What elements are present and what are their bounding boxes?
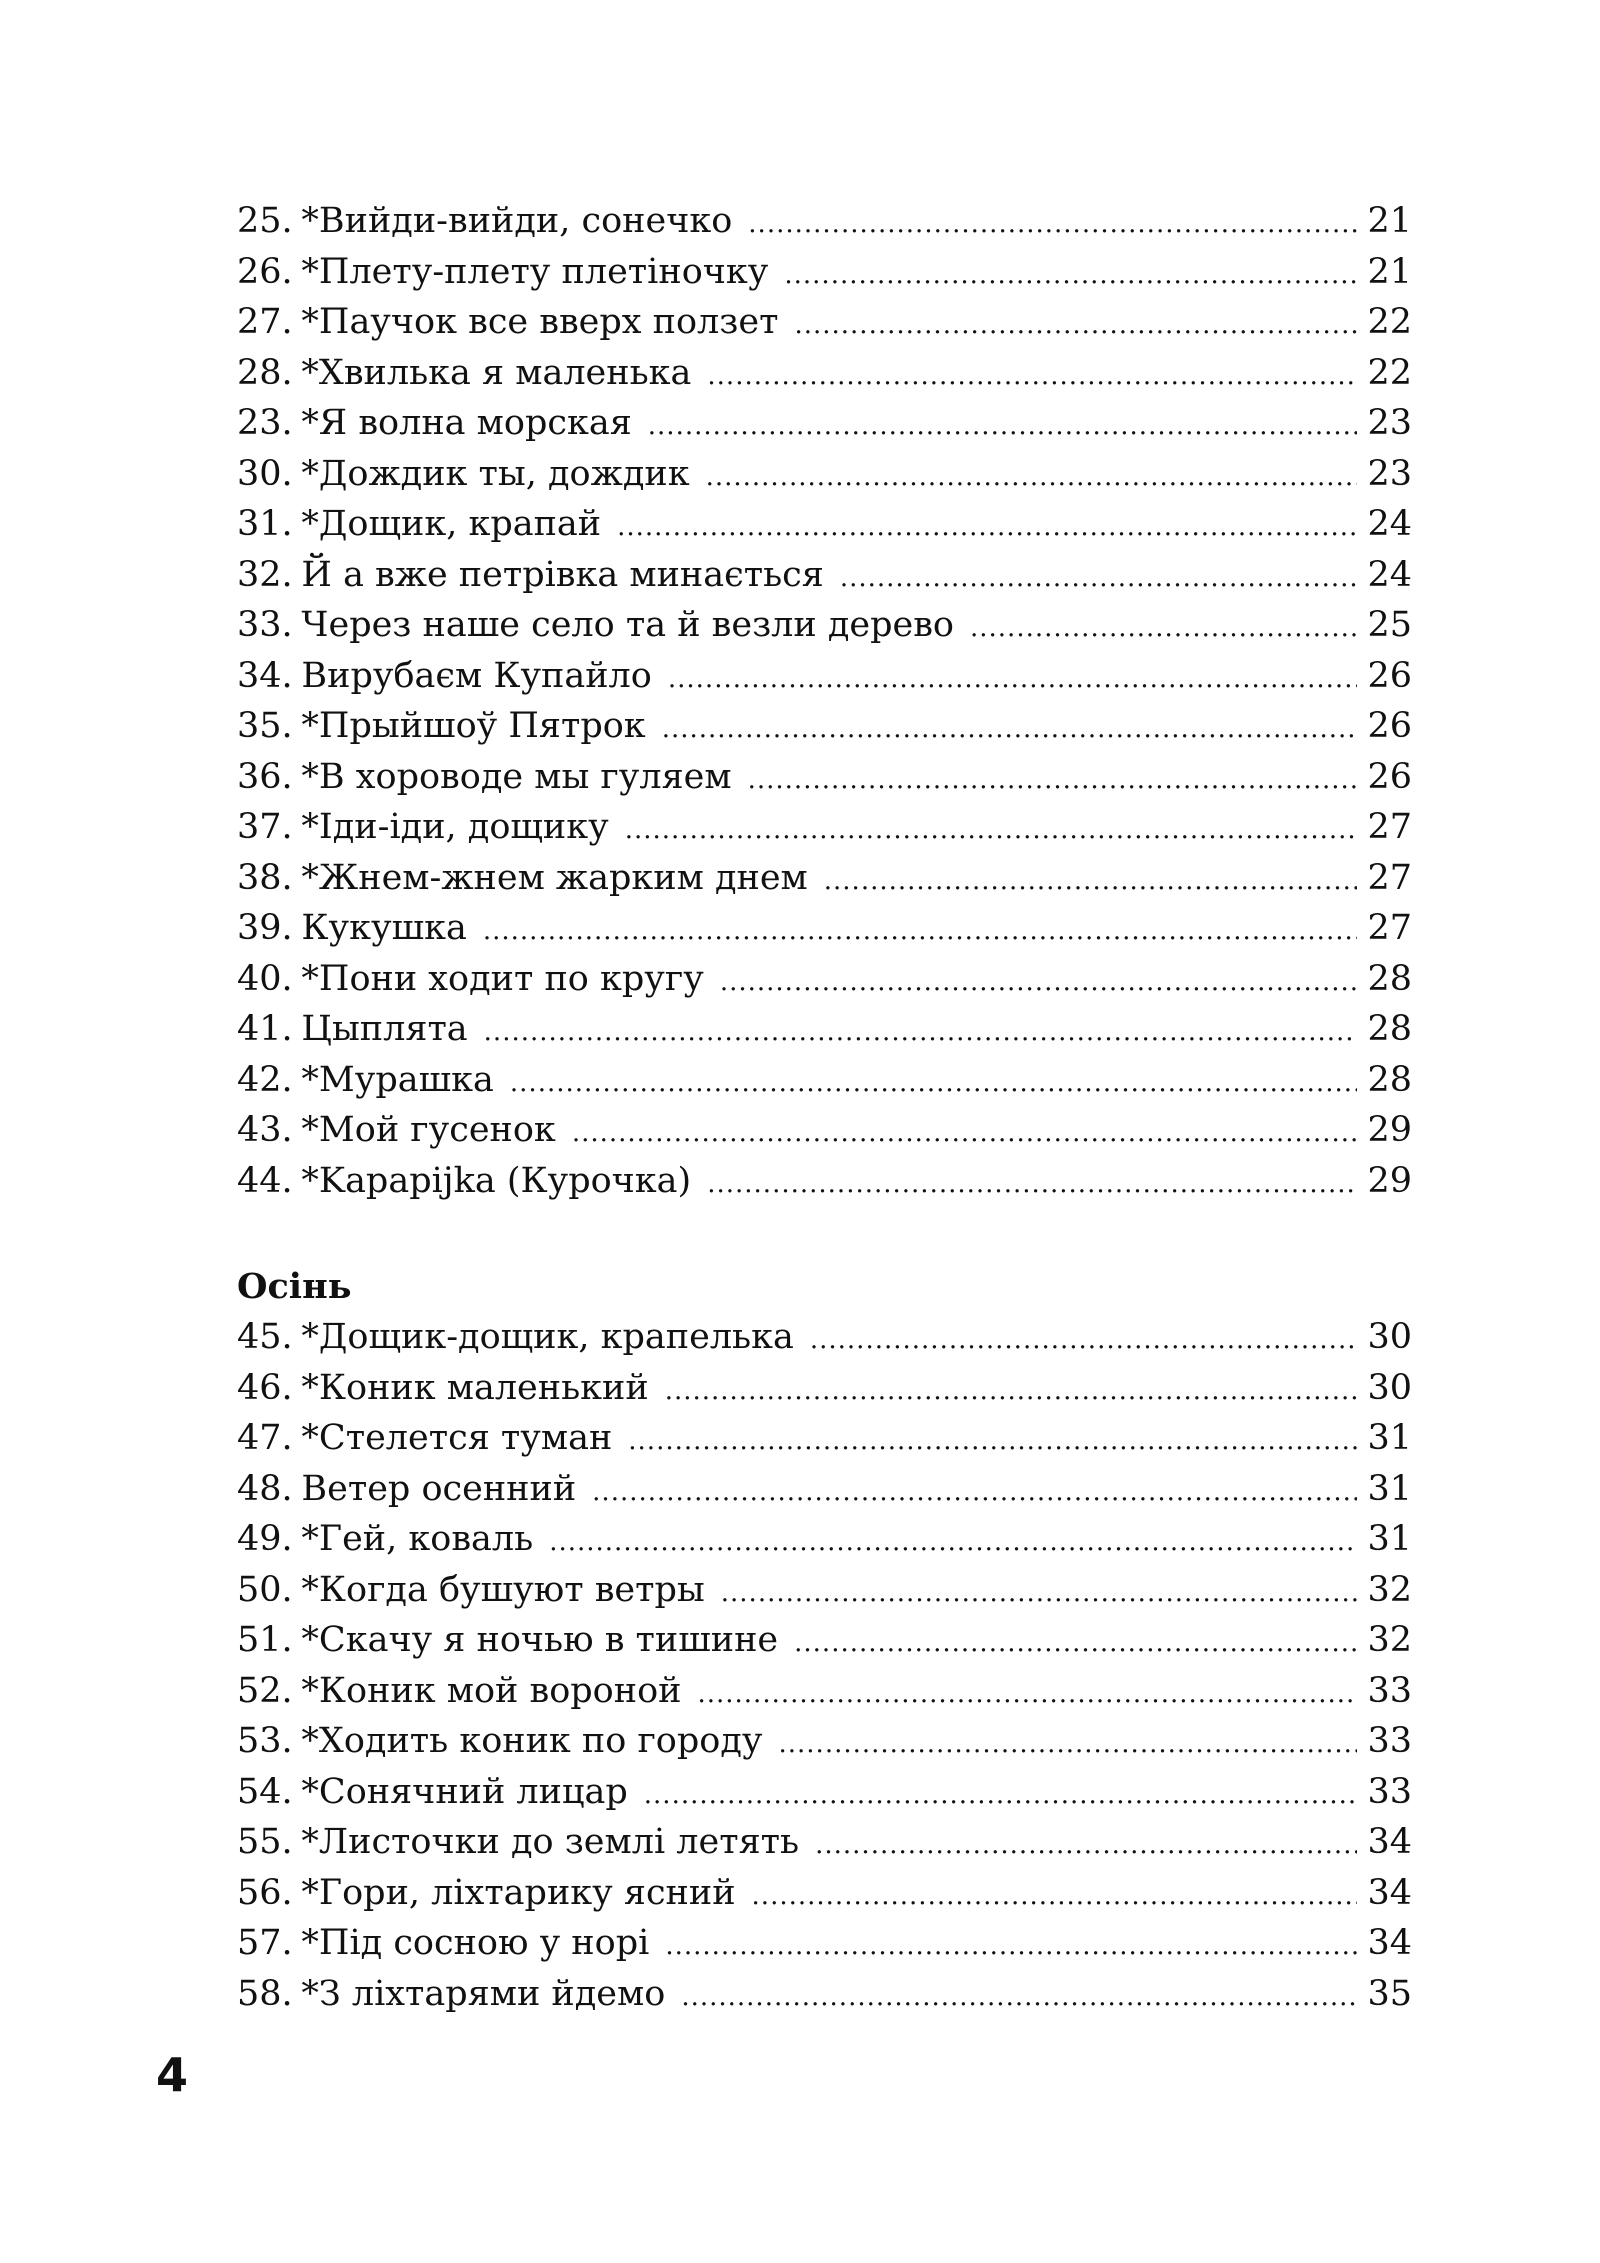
toc-entry-number: 36. xyxy=(237,756,293,797)
toc-entry xyxy=(237,196,1412,247)
toc-entry-number: 25. xyxy=(237,201,293,241)
toc-entry-title: *Пони ходит по кругу xyxy=(301,958,704,999)
toc-entry-page: 35 xyxy=(1367,1973,1412,2014)
toc-entry-title: *Плету-плету плетіночку xyxy=(301,251,769,292)
toc-entry-title: *Ходить коник по городу xyxy=(301,1721,763,1761)
toc-entry-page: 26 xyxy=(1367,756,1412,797)
toc-entry-title: *Дощик-дощик, крапелька xyxy=(301,1317,794,1357)
toc-entry xyxy=(237,1363,1412,1414)
toc-dot-leader xyxy=(784,250,1357,301)
toc-entry-page: 31 xyxy=(1367,1519,1412,1559)
toc-entry xyxy=(237,297,1412,348)
toc-entry xyxy=(237,600,1412,651)
toc-dot-leader xyxy=(662,704,1358,755)
toc-entry-number: 31. xyxy=(237,504,293,544)
toc-entry xyxy=(237,651,1412,702)
page-number: 4 xyxy=(156,2048,189,2102)
toc-list-autumn xyxy=(237,1312,1412,2019)
toc-dot-leader xyxy=(748,199,1357,250)
toc-dot-leader xyxy=(484,1007,1358,1058)
toc-dot-leader xyxy=(697,1669,1357,1720)
toc-entry-title: Вирубаєм Купайло xyxy=(301,655,652,696)
toc-entry xyxy=(237,1464,1412,1515)
toc-entry-number: 44. xyxy=(237,1160,293,1201)
toc-dot-leader xyxy=(628,1416,1357,1467)
toc-dot-leader xyxy=(748,755,1358,806)
toc-entry-page: 27 xyxy=(1367,908,1412,948)
toc-entry-title: Кукушка xyxy=(301,908,467,948)
toc-entry-title: *Дощик, крапай xyxy=(301,504,602,544)
toc-entry xyxy=(237,802,1412,853)
toc-entry-number: 45. xyxy=(237,1317,293,1357)
toc-entry-page: 34 xyxy=(1367,1822,1412,1862)
toc-entry-number: 47. xyxy=(237,1418,293,1458)
toc-entry-page: 22 xyxy=(1367,302,1412,342)
toc-entry-title: *Сонячний лицар xyxy=(301,1771,628,1812)
toc-entry-title: *Вийди-вийди, сонечко xyxy=(301,201,733,241)
toc-dot-leader xyxy=(592,1467,1357,1518)
toc-dot-leader xyxy=(794,300,1357,351)
toc-entry xyxy=(237,499,1412,550)
toc-entry-title: Через наше село та й везли дерево xyxy=(301,605,954,645)
toc-dot-leader xyxy=(681,1972,1357,2023)
toc-section-autumn xyxy=(237,1262,1412,2019)
toc-entry-page: 33 xyxy=(1367,1771,1412,1812)
toc-list-part1 xyxy=(237,196,1412,1206)
toc-dot-leader xyxy=(665,1921,1357,1972)
toc-entry xyxy=(237,903,1412,954)
toc-entry-number: 38. xyxy=(237,857,293,898)
toc-entry-page: 28 xyxy=(1367,1059,1412,1100)
toc-entry xyxy=(237,247,1412,298)
toc-entry xyxy=(237,954,1412,1005)
toc-entry-page: 32 xyxy=(1367,1569,1412,1610)
toc-entry-title: *Коник мой вороной xyxy=(301,1670,682,1711)
toc-dot-leader xyxy=(721,1568,1358,1619)
toc-entry-page: 32 xyxy=(1367,1620,1412,1660)
toc-dot-leader xyxy=(625,805,1358,856)
toc-entry-number: 40. xyxy=(237,958,293,999)
toc-dot-leader xyxy=(779,1719,1358,1770)
toc-entry-title: *Хвилька я маленька xyxy=(301,352,692,393)
toc-entry-number: 48. xyxy=(237,1468,293,1509)
toc-entry-number: 57. xyxy=(237,1923,293,1963)
toc-entry-page: 34 xyxy=(1367,1923,1412,1963)
toc-entry xyxy=(237,1868,1412,1919)
toc-entry xyxy=(237,449,1412,500)
toc-entry-page: 30 xyxy=(1367,1367,1412,1408)
toc-entry-title: *Гори, ліхтарику ясний xyxy=(301,1872,736,1913)
toc-entry xyxy=(237,1767,1412,1818)
section-heading-autumn: Осінь xyxy=(237,1266,352,1307)
toc-entry-page: 29 xyxy=(1367,1160,1412,1201)
toc-entry xyxy=(237,1666,1412,1717)
toc-entry xyxy=(237,1004,1412,1055)
toc-entry-number: 54. xyxy=(237,1771,293,1812)
toc-entry-title: *Під сосною у норі xyxy=(301,1923,650,1963)
toc-entry-page: 26 xyxy=(1367,655,1412,696)
toc-entry-title: *Скачу я ночью в тишине xyxy=(301,1620,779,1660)
toc-entry-number: 32. xyxy=(237,554,293,595)
toc-entry-number: 33. xyxy=(237,605,293,645)
toc-entry-number: 46. xyxy=(237,1367,293,1408)
toc-entry xyxy=(237,1105,1412,1156)
toc-entry-number: 27. xyxy=(237,302,293,342)
toc-dot-leader xyxy=(510,1058,1358,1109)
toc-entry xyxy=(237,1918,1412,1969)
toc-entry-title: *В хороводе мы гуляем xyxy=(301,756,732,797)
toc-entry-page: 24 xyxy=(1367,554,1412,595)
toc-entry-number: 39. xyxy=(237,908,293,948)
toc-entry xyxy=(237,1312,1412,1363)
toc-entry-number: 51. xyxy=(237,1620,293,1660)
toc-dot-leader xyxy=(549,1517,1357,1568)
toc-entry xyxy=(237,1413,1412,1464)
toc-entry-title: Й а вже петрівка минається xyxy=(301,554,824,595)
toc-entry xyxy=(237,1716,1412,1767)
toc-entry-title: *Дождик ты, дождик xyxy=(301,453,690,494)
toc-entry-page: 31 xyxy=(1367,1468,1412,1509)
toc-dot-leader xyxy=(815,1820,1357,1871)
toc-entry-page: 23 xyxy=(1367,403,1412,443)
toc-entry-number: 42. xyxy=(237,1059,293,1100)
toc-entry-number: 52. xyxy=(237,1670,293,1711)
toc-dot-leader xyxy=(706,452,1358,503)
toc-entry-title: *Жнем-жнем жарким днем xyxy=(301,857,808,898)
toc-dot-leader xyxy=(810,1315,1358,1366)
toc-entry-page: 21 xyxy=(1367,251,1412,292)
toc-entry-page: 31 xyxy=(1367,1418,1412,1458)
toc-entry-number: 28. xyxy=(237,352,293,393)
toc-entry xyxy=(237,752,1412,803)
toc-dot-leader xyxy=(824,856,1358,907)
toc-dot-leader xyxy=(483,906,1358,957)
toc-dot-leader xyxy=(707,351,1357,402)
toc-entry xyxy=(237,1969,1412,2020)
toc-dot-leader xyxy=(970,603,1357,654)
toc-entry xyxy=(237,398,1412,449)
toc-entry-title: *Коник маленький xyxy=(301,1367,649,1408)
toc-entry-number: 37. xyxy=(237,807,293,847)
toc-entry-number: 23. xyxy=(237,403,293,443)
toc-entry-title: *Я волна морская xyxy=(301,403,632,443)
toc-dot-leader xyxy=(648,401,1358,452)
toc-entry-title: Цыплята xyxy=(301,1009,468,1049)
toc-dot-leader xyxy=(840,553,1358,604)
toc-dot-leader xyxy=(752,1871,1358,1922)
toc-entry-number: 34. xyxy=(237,655,293,696)
toc-dot-leader xyxy=(617,502,1357,553)
toc-entry-number: 56. xyxy=(237,1872,293,1913)
toc-entry-title: *Паучок все вверх ползет xyxy=(301,302,779,342)
toc-entry-title: *Стелется туман xyxy=(301,1418,613,1458)
toc-dot-leader xyxy=(668,654,1358,705)
toc-entry xyxy=(237,1615,1412,1666)
toc-entry-page: 25 xyxy=(1367,605,1412,645)
toc-entry-title: *З ліхтарями йдемо xyxy=(301,1973,666,2014)
toc-entry xyxy=(237,550,1412,601)
toc-dot-leader xyxy=(644,1770,1358,1821)
toc-entry xyxy=(237,348,1412,399)
toc-entry-page: 28 xyxy=(1367,958,1412,999)
toc-entry-page: 29 xyxy=(1367,1110,1412,1150)
toc-entry-number: 43. xyxy=(237,1110,293,1150)
toc-entry-title: *Іди-іди, дощику xyxy=(301,807,609,847)
toc-entry-number: 58. xyxy=(237,1973,293,2014)
toc-entry xyxy=(237,701,1412,752)
toc-entry-title: *Листочки до землі летять xyxy=(301,1822,800,1862)
toc-entry xyxy=(237,853,1412,904)
toc-dot-leader xyxy=(794,1618,1357,1669)
toc-entry-title: *Прыйшоў Пятрок xyxy=(301,706,646,746)
toc-entry-number: 50. xyxy=(237,1569,293,1610)
toc-entry-number: 30. xyxy=(237,453,293,494)
toc-entry-title: *Мой гусенок xyxy=(301,1110,556,1150)
toc-entry xyxy=(237,1156,1412,1207)
toc-entry xyxy=(237,1565,1412,1616)
toc-entry-title: Ветер осенний xyxy=(301,1468,577,1509)
toc-entry-number: 49. xyxy=(237,1519,293,1559)
toc-entry xyxy=(237,1817,1412,1868)
toc-entry-page: 23 xyxy=(1367,453,1412,494)
toc-entry-page: 30 xyxy=(1367,1317,1412,1357)
toc-entry-page: 27 xyxy=(1367,857,1412,898)
toc-entry-page: 22 xyxy=(1367,352,1412,393)
toc-entry-title: *Когда бушуют ветры xyxy=(301,1569,705,1610)
toc-entry-number: 55. xyxy=(237,1822,293,1862)
toc-entry-page: 33 xyxy=(1367,1670,1412,1711)
toc-entry-number: 53. xyxy=(237,1721,293,1761)
toc-entry-number: 26. xyxy=(237,251,293,292)
toc-entry-page: 26 xyxy=(1367,706,1412,746)
toc-entry-number: 41. xyxy=(237,1009,293,1049)
toc-entry-page: 34 xyxy=(1367,1872,1412,1913)
toc-dot-leader xyxy=(720,957,1358,1008)
toc-dot-leader xyxy=(665,1366,1358,1417)
toc-entry-page: 27 xyxy=(1367,807,1412,847)
toc-entry-page: 33 xyxy=(1367,1721,1412,1761)
toc-entry xyxy=(237,1514,1412,1565)
toc-entry-page: 28 xyxy=(1367,1009,1412,1049)
toc-entry-title: *Гей, коваль xyxy=(301,1519,534,1559)
toc-dot-leader xyxy=(707,1159,1357,1210)
toc-entry-title: *Мурашка xyxy=(301,1059,494,1100)
toc-entry-page: 21 xyxy=(1367,201,1412,241)
toc-entry xyxy=(237,1055,1412,1106)
toc-dot-leader xyxy=(572,1108,1358,1159)
toc-entry-page: 24 xyxy=(1367,504,1412,544)
toc-entry-title: *Kapapijka (Курочка) xyxy=(301,1160,692,1201)
toc-entry-number: 35. xyxy=(237,706,293,746)
